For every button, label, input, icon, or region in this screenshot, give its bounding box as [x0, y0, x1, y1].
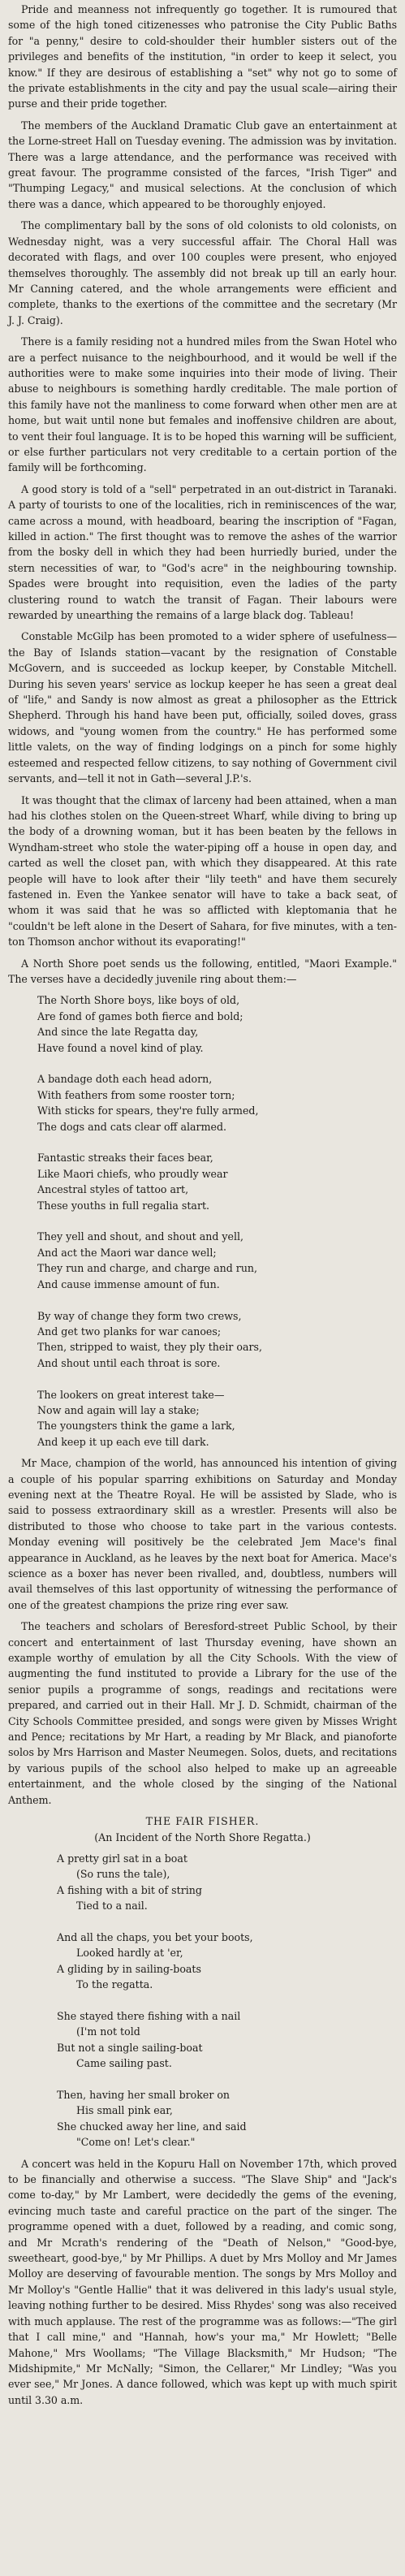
poem-line: By way of change they form two crews,	[37, 1309, 242, 1322]
article-beresford-school: The teachers and scholars of Beresford-street Public School, by their concert and entertainment of last Thursday evening, have shown an example worthy of emulation by all the City Schools. With the view of augmenting the fund instituted to provide a Library for the use of the senior pupils a programme of songs, readings and recitations were prepared, and carried out in their Hall. Mr J. D. Schmidt, chairman of the City Schools Committee presided, and songs were given by Misses Wright and Pence; recitations by Mr Hart, a reading by Mr Black, and pianoforte solos by Mrs Harrison and Master Neumegen. Solos, duets, and recitations by various pupils of the school also helped to make up an agreeable entertainment, and the whole closed by the singing of the National Anthem.	[8, 1620, 397, 1806]
poem-line: And since the late Regatta day,	[37, 1026, 199, 1039]
poem-line: And all the chaps, you bet your boots,	[57, 1930, 253, 1943]
article-nuisance-family: There is a family residing not a hundred miles from the Swan Hotel who are a perfect nuisance to the neighbourhood, and it would be well if the authorities were to make some inquiries into their mode of living. Their abuse to neighbours is something hardly creditable. The male portion of this family have not the manliness to come forward when other men are at home, but wait until none but females and inoffensive children are about, to vent their foul language. It is to be hoped this warning will be sufficient, or else further particulars not very creditable to a certain portion of the family will be forthcoming.	[8, 335, 397, 474]
article-constable-mcgilp: Constable McGilp has been promoted to a wider sphere of usefulness—the Bay of Islands station—vacant by the resignation of Constable McGovern, and is succeeded as lockup keeper, by Constable Mitchell. During his seven years' service as lockup keeper he has seen a great deal of "life," and Sandy is now almost as great a philosopher as the Ettrick Shepherd. Through his hand have been put, officially, soiled doves, grass widows, and "young women from the country." He has performed some little valets, on the way of finding lodgings on a pinch for some highly esteemed and respected fellow citizens, to say nothing of Government civil servants, and—tell it not in Gath—several J.P.'s.	[8, 630, 397, 785]
poem-line: But not a single sailing-boat	[57, 2041, 203, 2054]
poem-line: The dogs and cats clear off alarmed.	[37, 1120, 227, 1133]
poem-line: She stayed there fishing with a nail	[57, 2009, 241, 2022]
poem-line: And get two planks for war canoes;	[37, 1325, 222, 1338]
poem-line: They run and charge, and charge and run,	[37, 1262, 258, 1275]
article-taranaki-sell: A good story is told of a "sell" perpetrated in an out-district in Taranaki. A party of tourists to one of the localities, rich in reminiscences of the war, came across a mound, with headboard, bearing the inscription of "Fagan, killed in action." The first thought was to remove the ashes of the warrior from the bosky dell in which they had been hurriedly buried, under the stern necessities of war, to "God's acre" in the neighbouring township. Spades were brought into requisition, even the ladies of the party clustering round to watch the transit of Fagan. Their labours were rewarded by unearthing the remains of a large black dog. Tableau!	[8, 482, 397, 622]
article-dramatic-club: The members of the Auckland Dramatic Club gave an entertainment at the Lorne-street Hall on Tuesday evening. The admission was by invitation. There was a large attendance, and the performance was received with great favour. The programme consisted of the farces, "Irish Tiger" and "Thumping Legacy," and musical selections. At the conclusion of which there was a dance, which appeared to be thoroughly enjoyed.	[8, 119, 397, 210]
poem-line: These youths in full regalia start.	[37, 1199, 210, 1212]
article-kopuru-concert: A concert was held in the Kopuru Hall on November 17th, which proved to be financially and otherwise a success. "The Slave Ship" and "Jack's come to-day," by Mr Lambert, were decidedly the gems of the evening, evincing much taste and careful practice on the part of the singer. The programme opened with a duet, followed by a reading, and comic song, and Mr Mcrath's rendering of the "Death of Nelson," "Good-bye, sweetheart, good-bye," by Mr Phillips. A duet by Mrs Molloy and Mr James Molloy are deserving of favourable mention. The songs by Mrs Molloy and Mr Molloy's "Gentle Hallie" that it was delivered in this lady's usual style, leaving nothing further to be desired. Miss Rhydes' song was also received with much applause. The rest of the programme was as follows:—"The girl that I call mine," and "Hannah, how's your ma," Mr Howlett; "Belle Mahone," Mrs Woollams; "The Village Blacksmith," Mr Hudson; "The Midshipmite," Mr McNally; "Simon, the Cellarer," Mr Lindley; "Was you ever see," Mr Jones. A dance followed, which was kept up with much spirit until 3.30 a.m.	[8, 2157, 397, 2406]
poem-line: The North Shore boys, like boys of old,	[37, 994, 240, 1007]
poem-line: A fishing with a bit of string	[57, 1883, 202, 1896]
poem-spacer	[8, 1213, 397, 1229]
article-larceny: It was thought that the climax of larceny had been attained, when a man had his clothes stolen on the Queen-street Wharf, while diving to bring up the body of a drowning woman, but it has been beaten by the fellows in Wyndham-street who stole the water-piping off a house in open day, and carted as well the closet pan, with which they disappeared. At this rate people will have to look after their "lily teeth" and have them securely fastened in. Even the Yankee senator will have to take a back seat, of whom it was said that he was so afflicted with kleptomania that he "couldn't be left alone in the Desert of Sahara, for five minutes, with a ten-ton Thomson anchor without its evaporating!"	[8, 793, 397, 949]
poem-line: And shout until each throat is sore.	[37, 1356, 221, 1369]
poem-line: His small pink ear,	[76, 2104, 173, 2117]
poem-fair-fisher	[8, 1851, 397, 2150]
poem-line: Ancestral styles of tattoo art,	[37, 1183, 189, 1196]
poem-spacer	[8, 1993, 397, 2008]
poem-line: (I'm not told	[76, 2025, 140, 2038]
poem-subtitle: (An Incident of the North Shore Regatta.)	[94, 1830, 311, 1843]
poem-line: Have found a novel kind of play.	[37, 1041, 204, 1054]
poem-spacer	[8, 1914, 397, 1930]
poem-line: (So runs the tale),	[76, 1868, 170, 1881]
poem-line: She chucked away her line, and said	[57, 2120, 247, 2133]
poem-spacer	[8, 1135, 397, 1150]
poem-line: Are fond of games both fierce and bold;	[37, 1009, 243, 1022]
poem-line: They yell and shout, and shout and yell,	[37, 1230, 244, 1243]
poem-line: Now and again will lay a stake;	[37, 1403, 200, 1416]
poem-line: Fantastic streaks their faces bear,	[37, 1152, 213, 1165]
poem-line: With sticks for spears, they're fully armed,	[37, 1104, 259, 1117]
poem-line: With feathers from some rooster torn;	[37, 1088, 235, 1101]
poem-line: The lookers on great interest take—	[37, 1388, 225, 1401]
poem-spacer	[8, 1371, 397, 1386]
poem-line: Then, stripped to waist, they ply their oars,	[37, 1341, 262, 1354]
article-baths: Pride and meanness not infrequently go together. It is rumoured that some of the high toned citizenesses who patronise the City Public Baths for "a penny," desire to cold-shoulder their humbler sisters out of the privileges and benefits of the institution, "in order to keep it select, you know." If they are desirous of establishing a "set" why not go to some of the private establishments in the city and pay the usual scale—airing their purse and their pride together.	[8, 3, 397, 110]
poem-line: A gliding by in sailing-boats	[57, 1962, 201, 1975]
poem-maori-example	[8, 992, 397, 1450]
poem-spacer	[8, 1056, 397, 1071]
poem-line: To the regatta.	[76, 1978, 153, 1991]
poem-line: "Come on! Let's clear."	[76, 2136, 196, 2149]
poem-line: Then, having her small broker on	[57, 2089, 231, 2101]
article-mace-champion: Mr Mace, champion of the world, has announced his intention of giving a couple of his popular sparring exhibitions on Saturday and Monday evening next at the Theatre Royal. He will be assisted by Slade, who is said to possess extraordinary skill as a wrestler. Presents will also be distributed to those who choose to take part in the various contests. Monday evening will positively be the celebrated Jem Mace's final appearance in Auckland, as he leaves by the next boat for America. Mace's science as a boxer has never been rivalled, and, doubtless, numbers will avail themselves of this last opportunity of witnessing the performance of one of the greatest champions the prize ring ever saw.	[8, 1457, 397, 1611]
poem-line: A bandage doth each head adorn,	[37, 1073, 213, 1086]
article-complimentary-ball: The complimentary ball by the sons of old colonists to old colonists, on Wednesday night, was a very successful affair. The Choral Hall was decorated with flags, and over 100 couples were present, who enjoyed themselves thoroughly. The assembly did not break up till an early hour. Mr Canning catered, and the whole arrangements were efficient and complete, thanks to the exertions of the committee and the secretary (Mr J. J. Craig).	[8, 219, 397, 326]
article-north-shore-poet: A North Shore poet sends us the following, entitled, "Maori Example." The verses have a decidedly juvenile ring about them:—	[8, 957, 397, 985]
poem-line: Tied to a nail.	[76, 1900, 148, 1913]
poem-title: THE FAIR FISHER.	[145, 1815, 260, 1828]
poem-line: Like Maori chiefs, who proudly wear	[37, 1167, 228, 1180]
poem-line: And act the Maori war dance well;	[37, 1246, 217, 1259]
poem-line: And cause immense amount of fun.	[37, 1277, 220, 1290]
poem-line: Looked hardly at 'er,	[76, 1947, 183, 1960]
poem-line: Came sailing past.	[76, 2057, 172, 2070]
poem-line: The youngsters think the game a lark,	[37, 1420, 235, 1433]
poem-spacer	[8, 1292, 397, 1307]
poem-line: And keep it up each eve till dark.	[37, 1435, 209, 1448]
poem-spacer	[8, 2072, 397, 2087]
poem-line: A pretty girl sat in a boat	[57, 1852, 187, 1865]
